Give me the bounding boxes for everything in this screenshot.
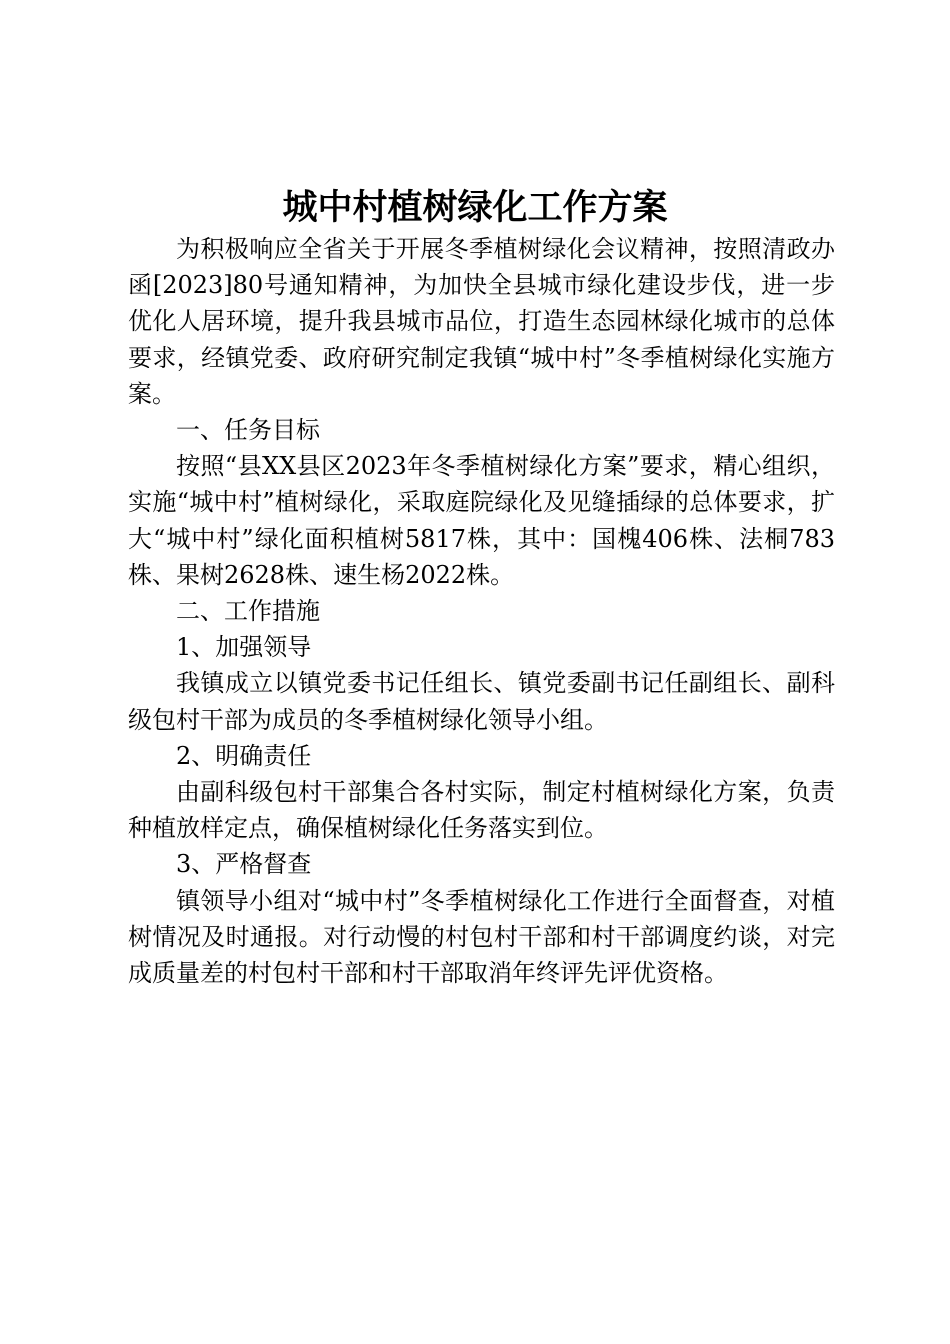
responsibility-paragraph: 由副科级包村干部集合各村实际，制定村植树绿化方案，负责种植放样定点，确保植树绿化任务落实到位。 [128, 778, 835, 843]
document-body [128, 231, 835, 991]
subheading-supervision: 3、严格督查 [176, 850, 312, 879]
subheading-leadership: 1、加强领导 [176, 633, 312, 662]
section-heading-task-goals: 一、任务目标 [176, 416, 320, 445]
intro-paragraph: 为积极响应全省关于开展冬季植树绿化会议精神，按照清政办函[2023]80号通知精神，为加快全县城市绿化建设步伐，进一步优化人居环境，提升我县城市品位，打造生态园林绿化城市的总体要求，经镇党委、政府研究制定我镇“城中村”冬季植树绿化实施方案。 [128, 235, 835, 408]
section-heading-work-measures: 二、工作措施 [176, 597, 320, 626]
leadership-paragraph: 我镇成立以镇党委书记任组长、镇党委副书记任副组长、副科级包村干部为成员的冬季植树绿化领导小组。 [128, 669, 835, 734]
supervision-paragraph: 镇领导小组对“城中村”冬季植树绿化工作进行全面督查，对植树情况及时通报。对行动慢的村包村干部和村干部调度约谈，对完成质量差的村包村干部和村干部取消年终评先评优资格。 [128, 886, 835, 988]
task-goals-paragraph: 按照“县XX县区2023年冬季植树绿化方案”要求，精心组织，实施“城中村”植树绿化，采取庭院绿化及见缝插绿的总体要求，扩大“城中村”绿化面积植树5817株，其中：国槐406株、法桐783株、果树2628株、速生杨2022株。 [128, 452, 835, 589]
document-title: 城中村植树绿化工作方案 [282, 187, 668, 228]
subheading-responsibility: 2、明确责任 [176, 741, 312, 770]
